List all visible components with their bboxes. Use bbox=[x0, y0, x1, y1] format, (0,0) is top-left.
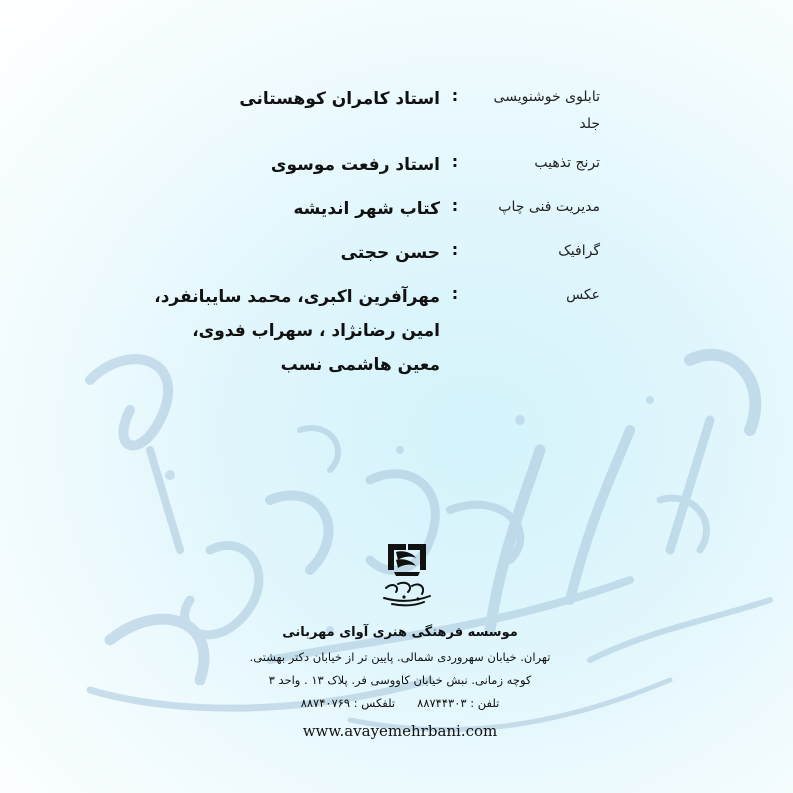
credit-name: مهرآفرین اکبری، محمد سایبانفرد، bbox=[154, 287, 440, 307]
credit-separator: : bbox=[451, 152, 459, 171]
credit-names bbox=[80, 280, 440, 382]
credit-role: ترنج تذهیب bbox=[534, 155, 600, 171]
credit-row-photography bbox=[80, 280, 600, 382]
publisher-address-line2: کوچه زمانی. نبش خیابان کاووسی فر. پلاک ۱۳ . واحد ۳ bbox=[268, 673, 532, 687]
credit-row-print-management bbox=[80, 192, 600, 226]
credit-separator: : bbox=[451, 86, 459, 105]
credit-names bbox=[80, 148, 440, 182]
credit-names bbox=[80, 82, 440, 116]
credit-role: عکس bbox=[566, 287, 600, 303]
credit-name: حسن حجتی bbox=[340, 243, 440, 263]
credit-names bbox=[80, 236, 440, 270]
publisher-name: موسسه فرهنگی هنری آوای مهربانی bbox=[282, 625, 518, 640]
credits-list bbox=[80, 82, 600, 392]
credit-row-graphics bbox=[80, 236, 600, 270]
publisher-fax: تلفکس : ۸۸۷۴۰۷۶۹ bbox=[300, 696, 396, 710]
credit-names bbox=[80, 192, 440, 226]
credit-row-illumination bbox=[80, 148, 600, 182]
credit-name: امین رضانژاد ، سهراب فدوی، bbox=[192, 321, 440, 341]
credit-role: مدیریت فنی چاپ bbox=[498, 199, 600, 215]
credit-row-cover-calligraphy bbox=[80, 82, 600, 138]
credit-role: گرافیک bbox=[558, 243, 600, 259]
credit-name: استاد کامران کوهستانی bbox=[239, 89, 440, 109]
publisher-contacts bbox=[200, 692, 600, 715]
credit-name: کتاب شهر اندیشه bbox=[293, 199, 440, 219]
publisher-website[interactable]: www.avayemehrbani.com bbox=[302, 722, 498, 740]
credit-name: استاد رفعت موسوی bbox=[270, 155, 440, 175]
publisher-info bbox=[200, 625, 600, 715]
publisher-address-line1: تهران. خیابان سهروردی شمالی. پایین تر از خیابان دکتر بهشتی. bbox=[249, 650, 551, 664]
credit-separator: : bbox=[451, 284, 459, 303]
publisher-phone: تلفن : ۸۸۷۴۴۳۰۳ bbox=[417, 696, 500, 710]
avaye-mehrbani-logo-icon bbox=[378, 540, 436, 608]
credit-separator: : bbox=[451, 196, 459, 215]
credit-name: معین هاشمی نسب bbox=[280, 355, 440, 375]
credit-role: تابلوی خوشنویسی جلد bbox=[493, 89, 600, 132]
credit-separator: : bbox=[451, 240, 459, 259]
